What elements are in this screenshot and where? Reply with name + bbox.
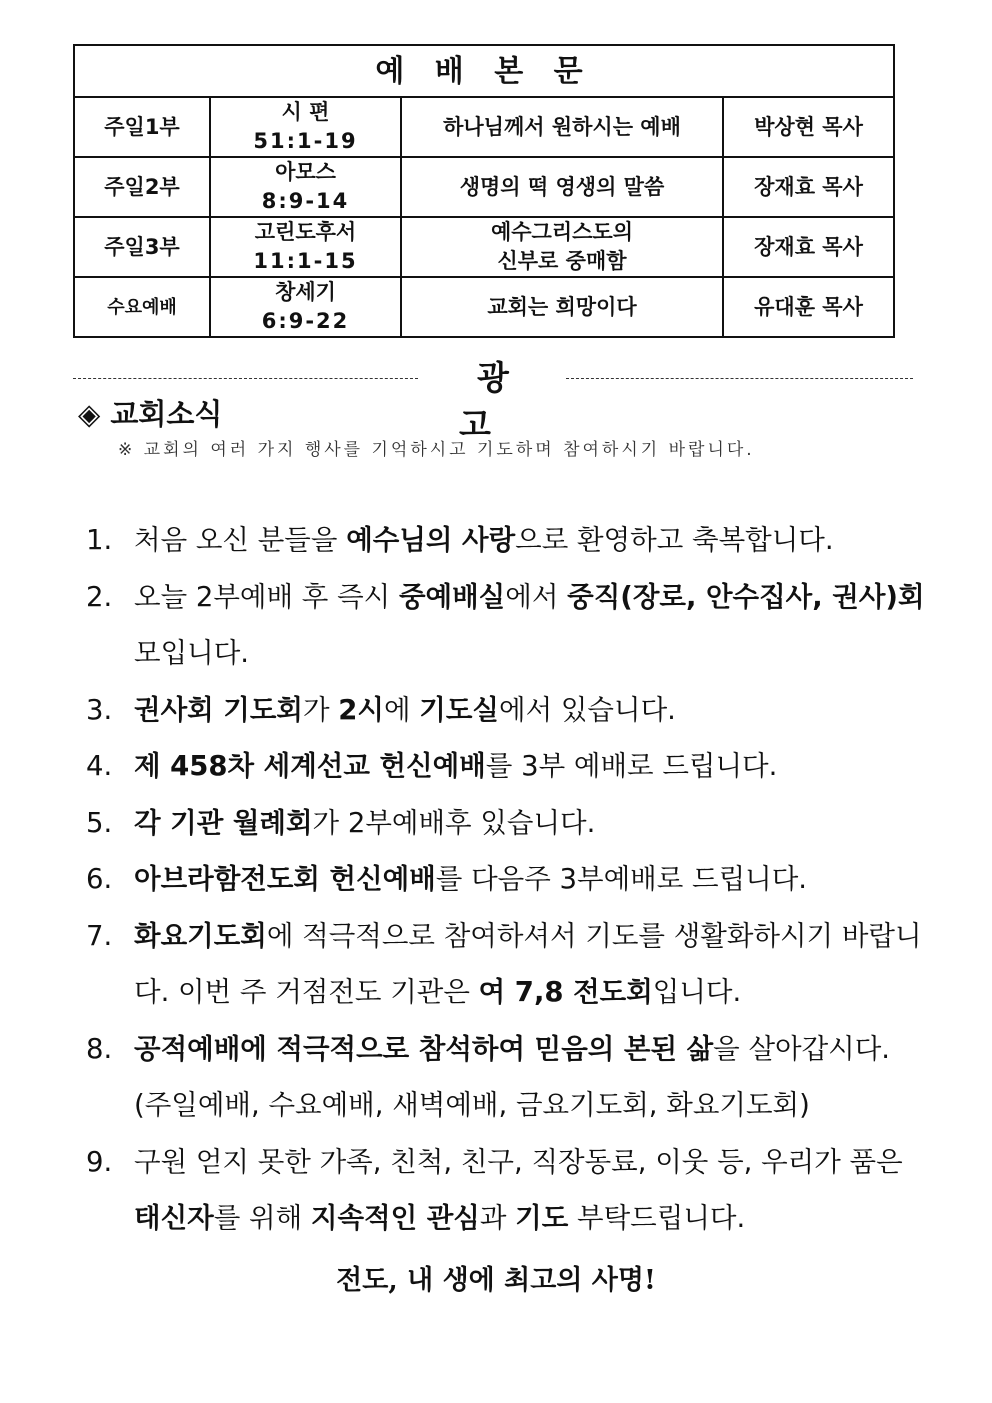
notice-emphasis: 각 기관 월례회 (134, 806, 313, 839)
scripture-verse: 8:9-14 (261, 189, 350, 213)
notice-item (86, 908, 926, 1021)
notice-text (134, 851, 926, 908)
notice-emphasis: 기도실 (419, 693, 499, 726)
notice-segment: 가 (302, 693, 339, 726)
notice-number: 3. (86, 693, 113, 726)
notice-segment: 를 다음주 3부예배로 드립니다. (435, 863, 808, 895)
notice-segment: 과 (479, 1202, 516, 1234)
ads-title: 광 고 (459, 358, 545, 444)
scripture (210, 217, 401, 277)
notice-emphasis: 제 458차 세계선교 헌신예배 (134, 750, 486, 782)
sermon-table (73, 44, 895, 338)
table-row (74, 277, 894, 337)
notice-text (134, 682, 926, 739)
notice-item (86, 682, 926, 739)
notice-text (134, 738, 926, 795)
scripture-book: 시 편 (281, 100, 330, 124)
notice-segment: 모입니다. (134, 637, 250, 669)
notice-number: 8. (86, 1032, 113, 1065)
notice-item (86, 738, 926, 795)
preacher: 유대훈 목사 (723, 277, 894, 337)
notice-text (134, 908, 926, 1021)
notice-segment: 으로 환영하고 축복합니다. (515, 524, 834, 556)
notice-emphasis: 공적예배에 적극적으로 참석하여 믿음의 본된 삶 (134, 1032, 714, 1065)
scripture-verse: 6:9-22 (261, 309, 350, 333)
notice-segment: 가 2부예배후 있습니다. (312, 806, 596, 839)
notice-segment: 부탁드립니다. (568, 1202, 746, 1234)
notice-segment: 입니다. (652, 976, 742, 1008)
scripture (210, 97, 401, 157)
notice-segment: 를 3부 예배로 드립니다. (485, 750, 778, 782)
dashed-divider (566, 378, 913, 379)
notice-emphasis: 지속적인 관심 (310, 1202, 480, 1234)
dashed-divider (73, 378, 418, 379)
scripture-verse: 51:1-19 (253, 129, 358, 153)
notice-item (86, 1134, 926, 1247)
service-name: 주일2부 (74, 157, 210, 217)
service-name: 주일1부 (74, 97, 210, 157)
slogan: 전도, 내 생에 최고의 사명! (336, 1265, 656, 1296)
preacher: 장재효 목사 (723, 157, 894, 217)
scripture (210, 157, 401, 217)
notice-segment: 구원 얻지 못한 가족, 친척, 친구, 직장동료, 이웃 등, 우리가 품은 (134, 1145, 903, 1178)
section-title: 교회소식 (110, 397, 223, 431)
notice-emphasis: 화요기도회 (134, 919, 267, 952)
section-header (78, 392, 222, 433)
notice-item (86, 795, 926, 852)
scripture-book: 창세기 (275, 280, 336, 304)
sermon-title: 교회는 희망이다 (401, 277, 723, 337)
scripture-book: 고린도후서 (254, 220, 357, 244)
notice-text (134, 1134, 926, 1247)
notice-segment: 를 위해 (213, 1202, 311, 1234)
service-name: 주일3부 (74, 217, 210, 277)
notice-text (134, 512, 926, 569)
notice-segment: 에서 있습니다. (499, 693, 676, 726)
notice-number: 1. (86, 524, 113, 556)
notice-number: 5. (86, 806, 113, 839)
notice-emphasis: 예수님의 사랑 (346, 524, 516, 556)
table-row (74, 157, 894, 217)
notice-segment: 에 적극적으로 참여하셔서 기도를 생활화하시기 바랍니다. 이번 주 거점전도 기관은 (134, 919, 922, 1008)
notice-number: 6. (86, 863, 113, 895)
sermon-title: 하나님께서 원하시는 예배 (401, 97, 723, 157)
table-title: 예 배 본 문 (74, 45, 894, 97)
notice-segment: 을 살아갑시다. (주일예배, 수요예배, 새벽예배, 금요기도회, 화요기도회) (134, 1032, 891, 1121)
sermon-title: 생명의 떡 영생의 말씀 (401, 157, 723, 217)
table-row (74, 97, 894, 157)
notice-emphasis: 권사회 기도회 (134, 693, 303, 726)
notice-number: 2. (86, 580, 113, 613)
notice-number: 7. (86, 919, 113, 952)
section-note: ※ 교회의 여러 가지 행사를 기억하시고 기도하며 참여하시기 바랍니다. (118, 440, 755, 460)
scripture (210, 277, 401, 337)
notice-emphasis: 중예배실 (398, 580, 506, 613)
sermon-title-line: 예수그리스도의 (490, 220, 633, 244)
notice-number: 9. (86, 1145, 113, 1178)
preacher: 장재효 목사 (723, 217, 894, 277)
diamond-bullet-icon: ◈ (78, 397, 101, 431)
notice-segment: 에 (383, 693, 420, 726)
notice-item (86, 569, 926, 682)
notice-segment: 오늘 2부예배 후 즉시 (134, 580, 399, 613)
notice-text (134, 795, 926, 852)
scripture-book: 아모스 (275, 160, 336, 184)
preacher: 박상현 목사 (723, 97, 894, 157)
notice-segment: 에서 (505, 580, 568, 613)
notice-item (86, 1021, 926, 1134)
sermon-title-line: 신부로 중매함 (497, 249, 627, 273)
scripture-verse: 11:1-15 (253, 249, 358, 273)
notice-list (86, 512, 926, 1247)
notice-emphasis: 중직(장로, 안수집사, 권사)회 (567, 580, 925, 613)
notice-emphasis: 기도 (515, 1202, 569, 1234)
notice-number: 4. (86, 750, 113, 782)
notice-emphasis: 여 7,8 전도회 (478, 976, 653, 1008)
notice-emphasis: 2시 (338, 693, 384, 726)
notice-segment: 처음 오신 분들을 (134, 524, 347, 556)
notice-item (86, 512, 926, 569)
sermon-title (401, 217, 723, 277)
service-name: 수요예배 (74, 277, 210, 337)
table-row (74, 217, 894, 277)
notice-item (86, 851, 926, 908)
notice-emphasis: 아브라함전도회 헌신예배 (134, 863, 436, 895)
notice-text (134, 1021, 926, 1134)
notice-emphasis: 태신자 (134, 1202, 214, 1234)
notice-text (134, 569, 926, 682)
